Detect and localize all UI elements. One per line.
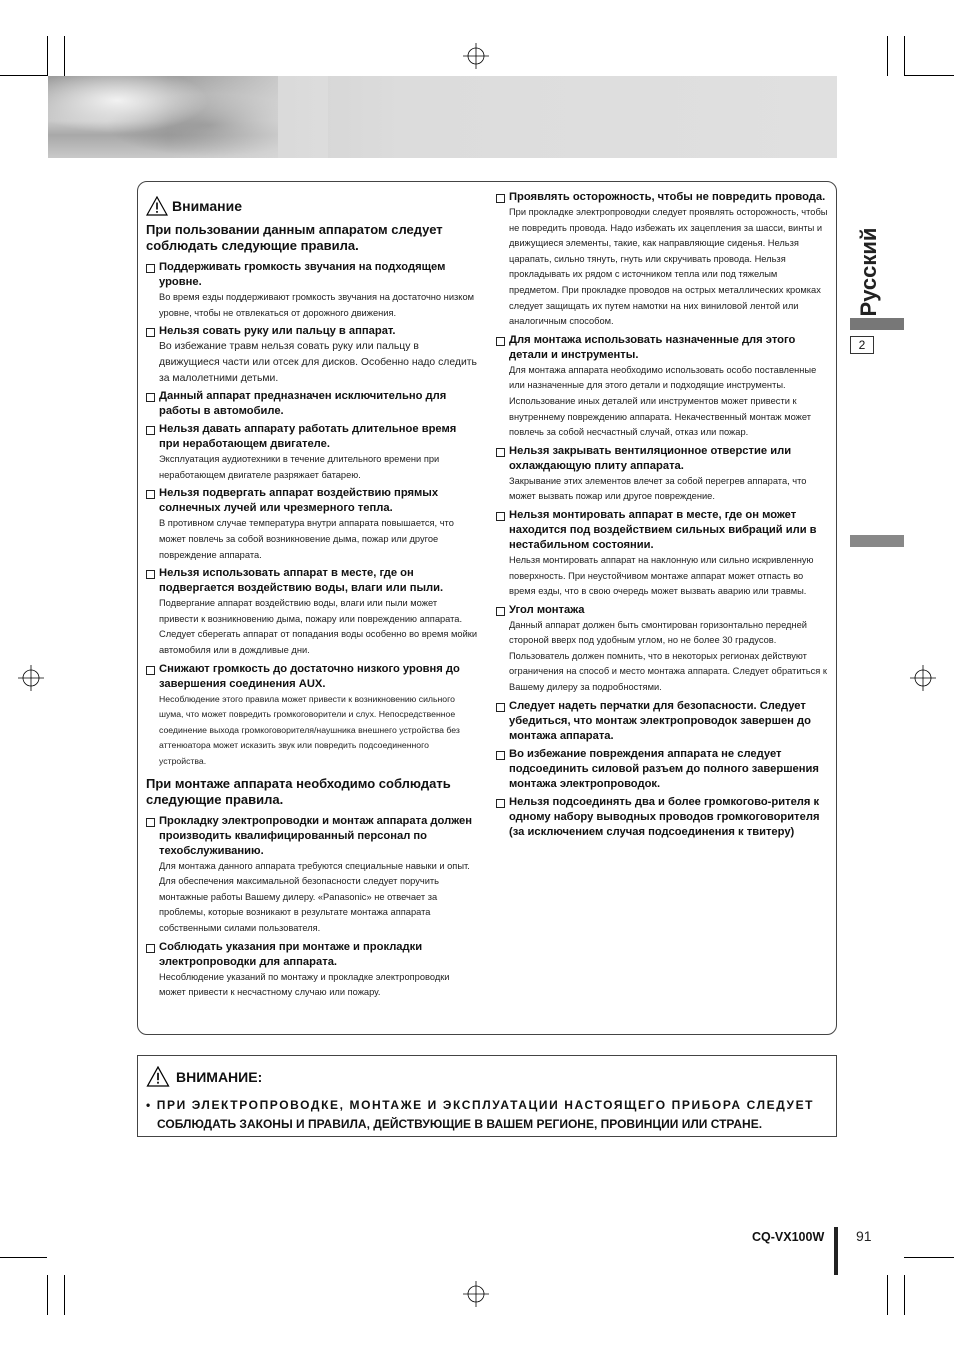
checkbox-bullet-icon: [146, 393, 155, 402]
list-item: [496, 795, 829, 840]
list-item: [146, 422, 478, 483]
item-title: Прокладку электропроводки и монтаж аппарата должен производить квалифицированный персонал по техобслуживанию.: [159, 814, 472, 857]
item-title: Следует надеть перчатки для безопасности. Следует убедиться, что монтаж электропроводок завершен до монтажа аппарата.: [509, 699, 811, 742]
chapter-number: 2: [850, 336, 874, 354]
list-item: [146, 260, 478, 321]
item-title: Нельзя подвергать аппарат воздействию прямых солнечных лучей или чрезмерного тепла.: [159, 487, 439, 515]
item-title: Нельзя монтировать аппарат в месте, где он может находится под воздействием сильных вибраций или в нестабильном состоянии.: [509, 508, 817, 551]
crop-mark: [64, 1275, 65, 1315]
item-body: Во время езды поддерживают громкость звучания на достаточно низком уровне, чтобы не отвлекаться от дорожного движения.: [159, 292, 475, 318]
item-title: Поддерживать громкость звучания на подходящем уровне.: [159, 261, 446, 288]
list-item: [146, 662, 478, 770]
checkbox-bullet-icon: [496, 194, 505, 203]
crop-mark: [47, 1275, 48, 1315]
checkbox-bullet-icon: [496, 751, 505, 760]
crop-mark: [904, 1257, 954, 1258]
list-item: [496, 333, 829, 441]
side-tab-marker: [850, 535, 904, 547]
checkbox-bullet-icon: [496, 703, 505, 712]
item-body: Во избежание травм нельзя совать руку или пальцу в движущиеся части или отсек для дисков. Особенно надо следить за малолетними детьми.: [159, 341, 477, 384]
registration-mark-icon: [463, 1281, 489, 1307]
item-title: Нельзя совать руку или пальцу в аппарат.: [159, 325, 396, 338]
legal-warning-title: ВНИМАНИЕ:: [176, 1068, 263, 1085]
list-item: [146, 389, 478, 419]
checkbox-bullet-icon: [146, 426, 155, 435]
item-title: Соблюдать указания при монтаже и прокладки электропроводки для аппарата.: [159, 940, 423, 968]
legal-warning-box: [137, 1055, 837, 1137]
page-number: 91: [856, 1228, 872, 1244]
install-rules-heading: При монтаже аппарата необходимо соблюдать следующие правила.: [146, 775, 451, 807]
checkbox-bullet-icon: [146, 570, 155, 579]
checkbox-bullet-icon: [146, 666, 155, 675]
usage-rules-heading: При пользовании данным аппаратом следует соблюдать следующие правила.: [146, 222, 443, 253]
registration-mark-icon: [18, 665, 44, 691]
checkbox-bullet-icon: [146, 264, 155, 273]
checkbox-bullet-icon: [496, 607, 505, 616]
item-title: Для монтажа использовать назначенные для этого детали и инструменты.: [509, 333, 796, 361]
legal-warning-line-1: ПРИ ЭЛЕКТРОПРОВОДКЕ, МОНТАЖЕ И ЭКСПЛУАТАЦИИ НАСТОЯЩЕГО ПРИБОРА СЛЕДУЕТ: [156, 1098, 815, 1112]
list-item: [496, 190, 829, 330]
item-title: Нельзя использовать аппарат в месте, где он подвергается воздействию воды, влаги или пыли.: [159, 567, 444, 595]
crop-mark: [0, 1257, 47, 1258]
legal-warning-heading: [146, 1066, 262, 1087]
list-item: [496, 508, 829, 600]
warning-triangle-icon: [146, 1066, 170, 1087]
item-title: Угол монтажа: [509, 603, 585, 616]
item-title: Снижают громкость до достаточно низкого уровня до завершения соединения AUX.: [159, 662, 460, 690]
crop-mark: [887, 36, 888, 76]
checkbox-bullet-icon: [146, 328, 155, 337]
warning-title: Внимание: [172, 198, 242, 214]
crop-mark: [0, 75, 47, 76]
item-title: Данный аппарат предназначен исключительно для работы в автомобиле.: [159, 390, 447, 418]
crop-mark: [904, 36, 905, 76]
item-body: Несоблюдение указаний по монтажу и прокладке электропроводки может привести к несчастному случаю или пожару.: [159, 971, 450, 998]
item-body: В противном случае температура внутри аппарата повышается, что может повлечь за собой возникновение дыма, пожар или другое повреждение аппарата.: [159, 518, 454, 560]
item-body: При прокладке электропроводки следует проявлять осторожность, чтобы не повредить провода. Надо избежать их зацепления за шасси, винты и движущиеся элементы, такие, как направляющие сиденья. Нельзя царапать, сильно тянуть, гнуть или скручивать провода. Нельзя прокладывать их рядом с источником тепла или под тяжелым предметом. При прокладке проводов на острых металлических кромках следует защищать их путем намотки на них виниловой лентой или аналогичным способом.: [509, 207, 828, 327]
checkbox-bullet-icon: [146, 944, 155, 953]
crop-mark: [47, 36, 48, 76]
list-item: [146, 566, 478, 658]
list-item: [496, 747, 829, 792]
item-title: Нельзя закрывать вентиляционное отверстие или охлаждающую плиту аппарата.: [509, 444, 792, 472]
item-body: Подвергание аппарат воздействию воды, влаги или пыли может привести к возникновению дыма, пожару или повреждению аппарата. Следует сберегать аппарат от попадания воды особенно во время мойки автомобиля или в дождливые дни.: [159, 598, 478, 656]
item-body: Эксплуатация аудиотехники в течение длительного времени при неработающем двигателе разряжает батарею.: [159, 454, 440, 480]
item-body: Нельзя монтировать аппарат на наклонную или сильно искривленную поверхность. При неустойчивом монтаже аппарат может отпасть во время езды, что в свою очередь может вызвать аварию или травмы.: [509, 554, 814, 597]
item-title: Нельзя давать аппарату работать длительное время при неработающем двигателе.: [159, 423, 457, 451]
bullet: •: [146, 1098, 152, 1112]
legal-warning-text: [146, 1096, 830, 1134]
checkbox-bullet-icon: [146, 490, 155, 499]
item-body: Для монтажа данного аппарата требуются специальные навыки и опыт. Для обеспечения максимальной безопасности следует поручить монтажные работы Вашему дилеру. «Panasonic» не отвечает за проблемы, которые возникают в результате монтажа аппарата собственными силами пользователя.: [159, 860, 470, 933]
item-body: Данный аппарат должен быть смонтирован горизонтально передней стороной вверх под удобным углом, но не более 30 градусов. Пользователь должен помнить, что в некоторых регионах действуют ограничения на способ и место монтажа аппарата. Следует обратиться к Вашему дилеру за подробностями.: [509, 619, 827, 693]
checkbox-bullet-icon: [146, 818, 155, 827]
crop-mark: [904, 75, 954, 76]
cautions-panel: [137, 181, 837, 1035]
language-tab-label: Русский: [856, 227, 881, 317]
right-column: [496, 190, 829, 843]
warning-triangle-icon: [146, 196, 168, 216]
item-body: Несоблюдение этого правила может привести к возникновению сильного шума, что может повредить громкоговорители и слух. Непосредственное соединение выхода громкоговорителя/наушника внешнего устройства без аттенюатора может исказить звук или повредить подсоединенного устройства.: [159, 693, 460, 767]
crop-mark: [64, 36, 65, 76]
item-body: Для монтажа аппарата необходимо использовать особо поставленные или назначенные для этого детали и подходящие инструменты. Использование иных деталей или инструментов может привести к внутреннему повреждению аппарата. Некачественный монтаж может повлечь за собой несчастный случай, отказ или пожар.: [509, 364, 817, 438]
checkbox-bullet-icon: [496, 512, 505, 521]
model-number: CQ-VX100W: [752, 1230, 825, 1244]
item-body: Закрывание этих элементов влечет за собой перегрев аппарата, что может вызвать пожар или другое повреждение.: [509, 475, 807, 502]
legal-warning-line-2: СОБЛЮДАТЬ ЗАКОНЫ И ПРАВИЛА, ДЕЙСТВУЮЩИЕ В ВАШЕМ РЕГИОНЕ, ПРОВИНЦИИ ИЛИ СТРАНЕ.: [157, 1117, 763, 1131]
registration-mark-icon: [463, 43, 489, 69]
header-banner: [48, 76, 837, 158]
list-item: [146, 814, 478, 937]
list-item: [146, 940, 478, 1001]
list-item: [496, 699, 829, 744]
language-tab-bar: [850, 318, 904, 330]
crop-mark: [904, 1275, 905, 1315]
checkbox-bullet-icon: [496, 337, 505, 346]
list-item: [496, 603, 829, 696]
left-column: [146, 196, 478, 1004]
checkbox-bullet-icon: [496, 799, 505, 808]
registration-mark-icon: [910, 665, 936, 691]
item-title: Нельзя подсоединять два и более громкогово-рителя к одному набору выводных проводов громкоговорителя (за исключением случая подсоединения к твитеру): [509, 795, 820, 838]
item-title: Во избежание повреждения аппарата не следует подсоединить силовой разъем до полного завершения монтажа электропроводок.: [509, 747, 819, 790]
list-item: [146, 486, 478, 563]
warning-heading: [146, 196, 478, 216]
list-item: [496, 444, 829, 505]
crop-mark: [887, 1275, 888, 1315]
checkbox-bullet-icon: [496, 448, 505, 457]
item-title: Проявлять осторожность, чтобы не повредить провода.: [509, 191, 826, 203]
list-item: [146, 324, 478, 386]
footer-divider: [834, 1227, 838, 1275]
